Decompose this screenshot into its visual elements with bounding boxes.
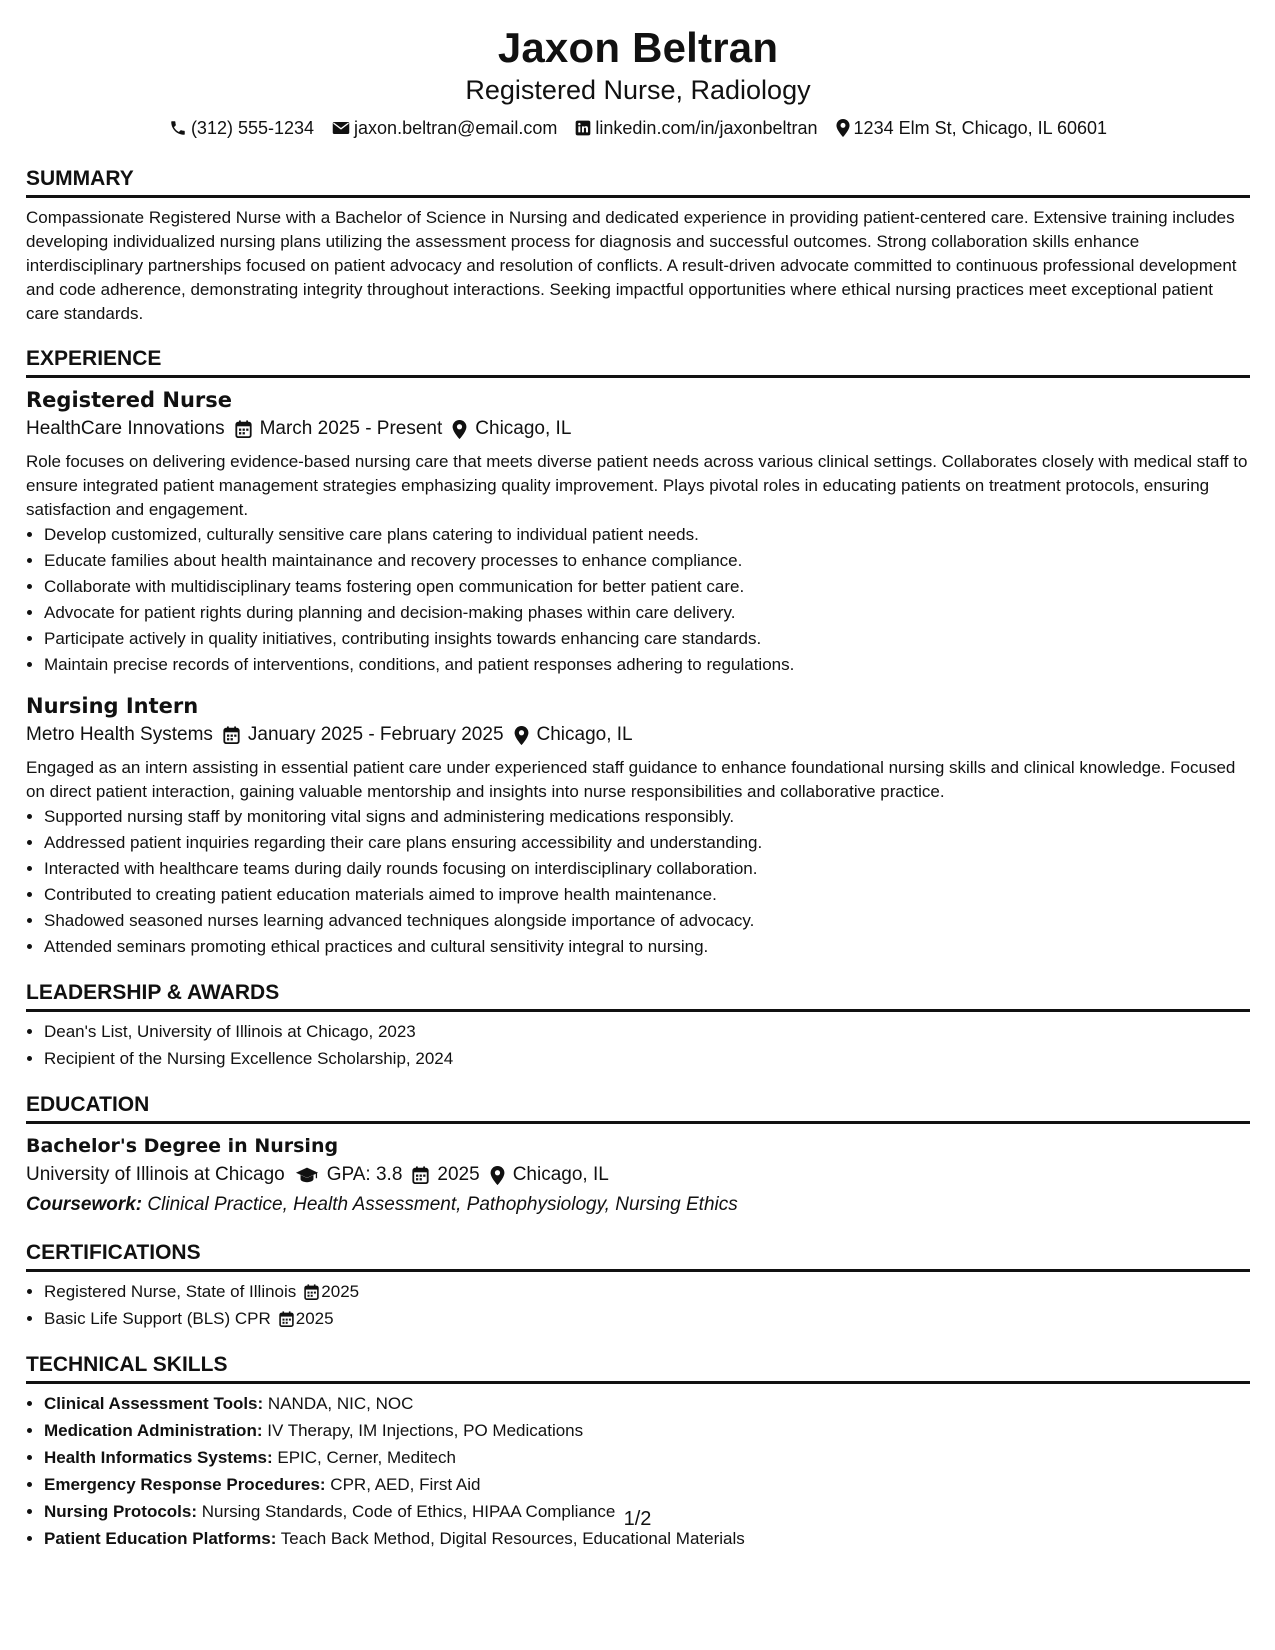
list-item: • Participate actively in quality initiatives, contributing insights towards enhancing care standards. — [44, 626, 1250, 652]
contact-bar — [26, 116, 1250, 140]
certifications-list — [26, 1278, 1250, 1332]
skill-label: Emergency Response Procedures: — [44, 1475, 326, 1494]
list-item: • Supported nursing staff by monitoring vital signs and administering medications responsibly. — [44, 804, 1250, 830]
contact-phone[interactable] — [169, 116, 314, 140]
education-location: Chicago, IL — [512, 1164, 609, 1185]
job-entry — [26, 692, 1250, 960]
list-item: • Attended seminars promoting ethical practices and cultural sensitivity integral to nursing. — [44, 934, 1250, 960]
education-meta — [26, 1160, 1250, 1190]
job-company: HealthCare Innovations — [26, 418, 225, 439]
list-item — [44, 1417, 1250, 1444]
cert-name: • Registered Nurse, State of Illinois — [44, 1282, 297, 1301]
list-item — [44, 1305, 1250, 1332]
skill-value: IV Therapy, IM Injections, PO Medications — [267, 1421, 584, 1440]
job-title: Registered Nurse — [26, 388, 232, 412]
leadership-heading: LEADERSHIP & AWARDS — [26, 980, 1250, 1012]
contact-email[interactable] — [332, 116, 557, 140]
job-location: Chicago, IL — [475, 418, 572, 439]
job-title: Nursing Intern — [26, 694, 199, 718]
job-description: Engaged as an intern assisting in essential patient care under experienced staff guidance to enhance foundational nursing skills and clinical knowledge. Focused on direct patient interaction, gaining valuable mentorship and insights into nurse responsibilities and collaborative practice. — [26, 758, 1236, 801]
skill-label: Clinical Assessment Tools: — [44, 1394, 264, 1413]
education-coursework — [26, 1190, 1250, 1220]
education-section — [26, 1092, 1250, 1220]
calendar-icon — [223, 726, 240, 744]
education-heading: EDUCATION — [26, 1092, 1250, 1124]
list-item: • Maintain precise records of interventions, conditions, and patient responses adhering to regulations. — [44, 652, 1250, 678]
skill-label: Medication Administration: — [44, 1421, 263, 1440]
experience-heading: EXPERIENCE — [26, 346, 1250, 378]
contact-address-text: 1234 Elm St, Chicago, IL 60601 — [853, 118, 1108, 138]
contact-address — [836, 116, 1108, 140]
location-pin-icon — [514, 726, 529, 745]
list-item: • Interacted with healthcare teams during daily rounds focusing on interdisciplinary collaboration. — [44, 856, 1250, 882]
leadership-section — [26, 980, 1250, 1072]
location-pin-icon — [836, 119, 850, 137]
page-number: 1/2 — [623, 1508, 652, 1530]
list-item: • Shadowed seasoned nurses learning advanced techniques alongside importance of advocacy. — [44, 908, 1250, 934]
resume-header — [26, 22, 1250, 140]
job-meta — [26, 414, 1250, 444]
list-item: • Develop customized, culturally sensitive care plans catering to individual patient needs. — [44, 522, 1250, 548]
job-bullets — [26, 804, 1250, 960]
job-entry — [26, 386, 1250, 678]
list-item — [44, 1390, 1250, 1417]
list-item: • Educate families about health maintainance and recovery processes to enhance compliance. — [44, 548, 1250, 574]
certifications-heading: CERTIFICATIONS — [26, 1240, 1250, 1272]
leadership-list — [26, 1018, 1250, 1072]
contact-email-text: jaxon.beltran@email.com — [354, 118, 558, 138]
list-item — [44, 1444, 1250, 1471]
job-meta — [26, 720, 1250, 750]
location-pin-icon — [490, 1166, 505, 1185]
experience-section — [26, 346, 1250, 960]
list-item: • Recipient of the Nursing Excellence Scholarship, 2024 — [44, 1045, 1250, 1072]
phone-icon — [169, 119, 187, 137]
contact-linkedin-text: linkedin.com/in/jaxonbeltran — [595, 118, 818, 138]
resume-page — [26, 22, 1250, 1552]
job-bullets — [26, 522, 1250, 678]
skill-value: EPIC, Cerner, Meditech — [277, 1448, 456, 1467]
skill-label: Health Informatics Systems: — [44, 1448, 273, 1467]
certifications-section — [26, 1240, 1250, 1332]
job-dates: March 2025 - Present — [259, 418, 443, 439]
contact-phone-text: (312) 555-1234 — [190, 118, 315, 138]
list-item: • Addressed patient inquiries regarding their care plans ensuring accessibility and understanding. — [44, 830, 1250, 856]
job-location: Chicago, IL — [536, 724, 633, 745]
cert-name: • Basic Life Support (BLS) CPR — [44, 1309, 271, 1328]
list-item: • Dean's List, University of Illinois at Chicago, 2023 — [44, 1018, 1250, 1045]
job-company: Metro Health Systems — [26, 724, 213, 745]
list-item: • Collaborate with multidisciplinary teams fostering open communication for better patient care. — [44, 574, 1250, 600]
calendar-icon — [304, 1284, 319, 1300]
skill-value: Teach Back Method, Digital Resources, Educational Materials — [280, 1529, 745, 1548]
skill-value: CPR, AED, First Aid — [330, 1475, 481, 1494]
education-gpa: GPA: 3.8 — [326, 1164, 403, 1185]
calendar-icon — [412, 1166, 429, 1184]
skill-value: NANDA, NIC, NOC — [267, 1394, 414, 1413]
job-description: Role focuses on delivering evidence-based nursing care that meets diverse patient needs across various clinical settings. Collaborates closely with medical staff to ensure integrated patient management strategies emphasizing quality improvement. Plays pivotal roles in educating patients on treatment protocols, ensuring satisfaction and engagement. — [26, 452, 1248, 519]
graduation-cap-icon — [295, 1166, 319, 1184]
education-school: University of Illinois at Chicago — [26, 1164, 285, 1185]
education-year: 2025 — [437, 1164, 480, 1185]
calendar-icon — [235, 420, 252, 438]
candidate-name: Jaxon Beltran — [497, 24, 779, 71]
list-item — [44, 1471, 1250, 1498]
skill-label: Patient Education Platforms: — [44, 1529, 277, 1548]
skill-value: Nursing Standards, Code of Ethics, HIPAA Compliance — [201, 1502, 616, 1521]
list-item: • Advocate for patient rights during planning and decision-making phases within care delivery. — [44, 600, 1250, 626]
cert-year: 2025 — [321, 1282, 360, 1301]
linkedin-icon — [575, 120, 591, 136]
calendar-icon — [279, 1311, 294, 1327]
candidate-title: Registered Nurse, Radiology — [465, 75, 811, 105]
job-dates: January 2025 - February 2025 — [247, 724, 504, 745]
coursework-text: Clinical Practice, Health Assessment, Pathophysiology, Nursing Ethics — [147, 1194, 738, 1215]
summary-heading: SUMMARY — [26, 166, 1250, 198]
coursework-label: Coursework: — [26, 1194, 143, 1215]
skills-heading: TECHNICAL SKILLS — [26, 1352, 1250, 1384]
location-pin-icon — [452, 420, 467, 439]
summary-section — [26, 166, 1250, 326]
envelope-icon — [332, 121, 350, 135]
list-item — [44, 1278, 1250, 1305]
education-degree: Bachelor's Degree in Nursing — [26, 1135, 339, 1157]
cert-year: 2025 — [295, 1309, 334, 1328]
summary-text: Compassionate Registered Nurse with a Bachelor of Science in Nursing and dedicated experience in providing patient-centered care. Extensive training includes developing individualized nursing plans utilizing the assessment process for diagnosis and successful outcomes. Strong collaboration skills enhance interdisciplinary partnerships focused on patient advocacy and resolution of conflicts. A result-driven advocate committed to continuous professional development and code adherence, demonstrating integrity throughout interactions. Seeking impactful opportunities where ethical nursing practices meet exceptional patient care standards. — [26, 208, 1237, 323]
contact-linkedin[interactable] — [575, 116, 817, 140]
list-item: • Contributed to creating patient education materials aimed to improve health maintenance. — [44, 882, 1250, 908]
skill-label: Nursing Protocols: — [44, 1502, 198, 1521]
